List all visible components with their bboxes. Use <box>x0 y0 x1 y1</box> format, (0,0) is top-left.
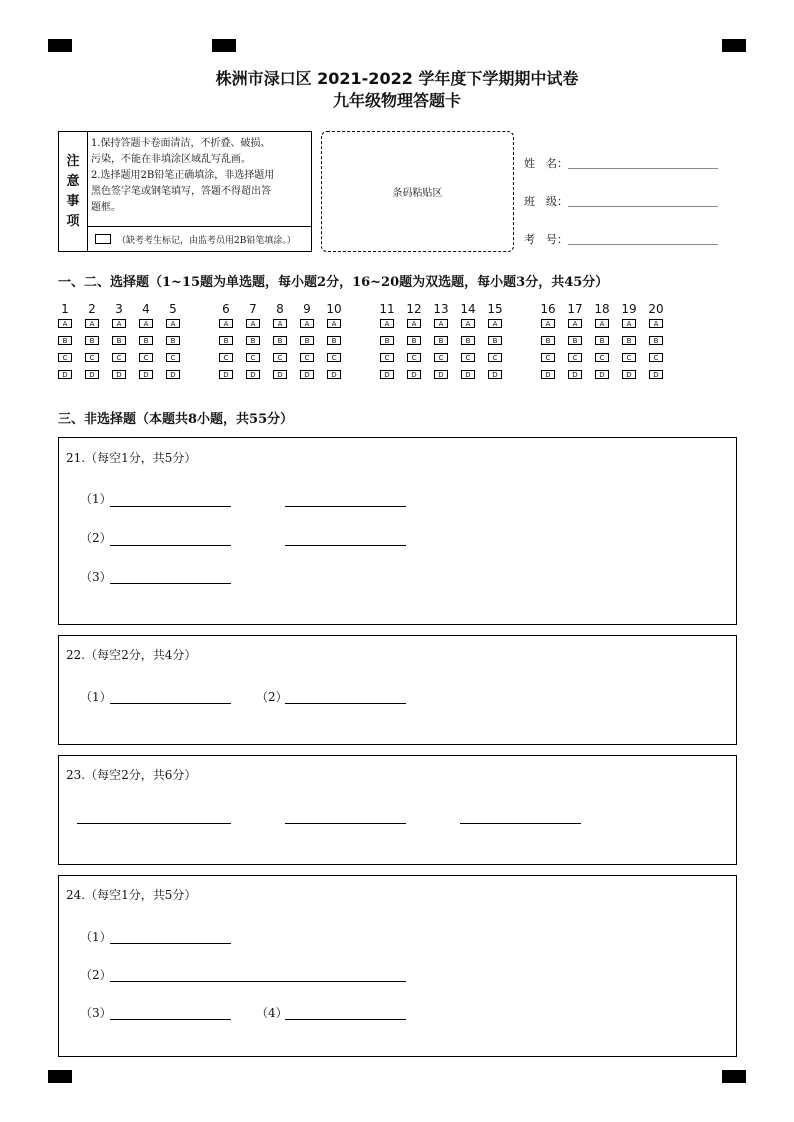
q22-blank-1-label: （1） <box>80 690 112 704</box>
absent-checkbox[interactable] <box>95 234 111 244</box>
page-subtitle: 九年级物理答题卡 <box>332 91 461 110</box>
alignment-mark-top-right <box>722 39 746 52</box>
question-number: 2 <box>88 302 96 316</box>
absent-mark-row <box>87 226 311 251</box>
q21-blank-3-label: （3） <box>80 570 112 584</box>
option-bubble-a[interactable]: A <box>300 319 314 328</box>
q24-blank-2[interactable] <box>110 980 406 982</box>
option-bubble-b[interactable]: B <box>380 336 394 345</box>
q23-blank-2[interactable] <box>285 822 406 824</box>
option-bubble-d[interactable]: D <box>568 370 582 379</box>
option-bubble-a[interactable]: A <box>327 319 341 328</box>
question-number: 13 <box>433 302 449 316</box>
option-bubble-d[interactable]: D <box>461 370 475 379</box>
option-bubble-a[interactable]: A <box>112 319 126 328</box>
question-number: 11 <box>379 302 395 316</box>
option-bubble-a[interactable]: A <box>434 319 448 328</box>
option-bubble-b[interactable]: B <box>273 336 287 345</box>
notice-line: 题框。 <box>91 202 121 213</box>
notice-line: 2.选择题用2B铅笔正确填涂，非选择题用 <box>91 170 275 181</box>
option-bubble-a[interactable]: A <box>541 319 555 328</box>
name-label: 姓 名： <box>524 157 568 170</box>
option-bubble-d[interactable]: D <box>139 370 153 379</box>
option-bubble-c[interactable]: C <box>568 353 582 362</box>
option-bubble-d[interactable]: D <box>407 370 421 379</box>
question-number: 4 <box>142 302 150 316</box>
question-number: 7 <box>249 302 257 316</box>
option-bubble-d[interactable]: D <box>219 370 233 379</box>
option-bubble-b[interactable]: B <box>85 336 99 345</box>
notice-box <box>58 131 312 252</box>
option-bubble-c[interactable]: C <box>622 353 636 362</box>
option-bubble-c[interactable]: C <box>434 353 448 362</box>
q24-blank-1-label: （1） <box>80 930 112 944</box>
notice-line: 黑色签字笔或钢笔填写，答题不得超出答 <box>91 186 271 197</box>
option-bubble-b[interactable]: B <box>622 336 636 345</box>
option-bubble-b[interactable]: B <box>166 336 180 345</box>
option-bubble-c[interactable]: C <box>541 353 555 362</box>
option-bubble-c[interactable]: C <box>58 353 72 362</box>
option-bubble-d[interactable]: D <box>541 370 555 379</box>
question-number: 16 <box>540 302 556 316</box>
option-bubble-a[interactable]: A <box>380 319 394 328</box>
question-number: 5 <box>169 302 177 316</box>
q22-blank-1[interactable] <box>110 702 231 704</box>
option-bubble-c[interactable]: C <box>327 353 341 362</box>
notice-text <box>91 136 307 216</box>
q24-blank-2-label: （2） <box>80 968 112 982</box>
number-field[interactable] <box>568 243 718 245</box>
question-number: 19 <box>621 302 637 316</box>
alignment-mark-top-center <box>212 39 236 52</box>
section-nonchoice-title: 三、非选择题（本题共8小题，共55分） <box>58 412 294 427</box>
option-bubble-d[interactable]: D <box>649 370 663 379</box>
question-number: 14 <box>460 302 476 316</box>
option-bubble-a[interactable]: A <box>166 319 180 328</box>
option-bubble-d[interactable]: D <box>85 370 99 379</box>
notice-line: 污染，不能在非填涂区域乱写乱画。 <box>91 154 251 165</box>
q22-heading: 22.（每空2分，共4分） <box>66 648 197 662</box>
q22-blank-2[interactable] <box>285 702 406 704</box>
question-number: 9 <box>303 302 311 316</box>
notice-line: 1.保持答题卡卷面清洁，不折叠、破损、 <box>91 138 271 149</box>
barcode-area <box>321 131 514 252</box>
option-bubble-b[interactable]: B <box>488 336 502 345</box>
alignment-mark-bottom-left <box>48 1070 72 1083</box>
option-bubble-c[interactable]: C <box>112 353 126 362</box>
option-bubble-b[interactable]: B <box>246 336 260 345</box>
option-bubble-d[interactable]: D <box>112 370 126 379</box>
option-bubble-b[interactable]: B <box>58 336 72 345</box>
alignment-mark-bottom-right <box>722 1070 746 1083</box>
section-choice-title: 一、二、选择题（1~15题为单选题，每小题2分，16~20题为双选题，每小题3分，共45分） <box>58 275 609 290</box>
q24-heading: 24.（每空1分，共5分） <box>66 888 197 902</box>
option-bubble-b[interactable]: B <box>595 336 609 345</box>
option-bubble-b[interactable]: B <box>649 336 663 345</box>
q21-blank-3a[interactable] <box>110 582 231 584</box>
option-bubble-a[interactable]: A <box>246 319 260 328</box>
q23-blank-1[interactable] <box>77 822 231 824</box>
q22-blank-2-label: （2） <box>256 690 288 704</box>
q23-heading: 23.（每空2分，共6分） <box>66 768 197 782</box>
option-bubble-a[interactable]: A <box>85 319 99 328</box>
barcode-label: 条码粘贴区 <box>392 188 443 199</box>
option-bubble-d[interactable]: D <box>622 370 636 379</box>
name-row <box>524 155 718 171</box>
question-number: 10 <box>326 302 342 316</box>
q21-blank-1-label: （1） <box>80 492 112 506</box>
option-bubble-a[interactable]: A <box>595 319 609 328</box>
option-bubble-c[interactable]: C <box>166 353 180 362</box>
option-bubble-c[interactable]: C <box>407 353 421 362</box>
option-bubble-d[interactable]: D <box>595 370 609 379</box>
option-bubble-a[interactable]: A <box>139 319 153 328</box>
option-bubble-a[interactable]: A <box>488 319 502 328</box>
question-number: 8 <box>276 302 284 316</box>
notice-heading-char: 项 <box>66 213 80 229</box>
notice-heading <box>59 132 88 251</box>
question-number: 3 <box>115 302 123 316</box>
q21-heading: 21.（每空1分，共5分） <box>66 451 197 465</box>
name-field[interactable] <box>568 167 718 169</box>
option-bubble-c[interactable]: C <box>219 353 233 362</box>
option-bubble-b[interactable]: B <box>219 336 233 345</box>
option-bubble-c[interactable]: C <box>85 353 99 362</box>
option-bubble-a[interactable]: A <box>273 319 287 328</box>
option-bubble-c[interactable]: C <box>461 353 475 362</box>
option-bubble-b[interactable]: B <box>327 336 341 345</box>
option-bubble-c[interactable]: C <box>488 353 502 362</box>
q21-blank-2-label: （2） <box>80 531 112 545</box>
option-bubble-a[interactable]: A <box>219 319 233 328</box>
option-bubble-d[interactable]: D <box>434 370 448 379</box>
q24-blank-1[interactable] <box>110 942 231 944</box>
question-number: 12 <box>406 302 422 316</box>
option-bubble-c[interactable]: C <box>380 353 394 362</box>
option-bubble-b[interactable]: B <box>541 336 555 345</box>
question-number: 20 <box>648 302 664 316</box>
class-row <box>524 193 718 209</box>
notice-heading-char: 事 <box>66 193 80 209</box>
option-bubble-b[interactable]: B <box>407 336 421 345</box>
number-row <box>524 231 718 247</box>
option-bubble-d[interactable]: D <box>327 370 341 379</box>
notice-heading-char: 注 <box>66 153 80 169</box>
option-bubble-a[interactable]: A <box>649 319 663 328</box>
class-label: 班 级： <box>524 195 568 208</box>
question-number: 6 <box>222 302 230 316</box>
q23-blank-3[interactable] <box>460 822 581 824</box>
option-bubble-b[interactable]: B <box>139 336 153 345</box>
option-bubble-a[interactable]: A <box>461 319 475 328</box>
question-number: 1 <box>61 302 69 316</box>
option-bubble-b[interactable]: B <box>434 336 448 345</box>
q24-blank-4[interactable] <box>285 1018 406 1020</box>
option-bubble-d[interactable]: D <box>246 370 260 379</box>
option-bubble-b[interactable]: B <box>461 336 475 345</box>
notice-heading-char: 意 <box>66 173 80 189</box>
option-bubble-c[interactable]: C <box>246 353 260 362</box>
q24-blank-3[interactable] <box>110 1018 231 1020</box>
option-bubble-d[interactable]: D <box>300 370 314 379</box>
question-number: 17 <box>567 302 583 316</box>
option-bubble-c[interactable]: C <box>139 353 153 362</box>
option-bubble-c[interactable]: C <box>273 353 287 362</box>
q21-blank-2b[interactable] <box>285 544 406 546</box>
option-bubble-c[interactable]: C <box>649 353 663 362</box>
q24-blank-3-label: （3） <box>80 1006 112 1020</box>
page-title: 株洲市渌口区 2021-2022 学年度下学期期中试卷 <box>215 69 579 88</box>
number-label: 考 号： <box>524 233 568 246</box>
option-bubble-c[interactable]: C <box>595 353 609 362</box>
option-bubble-d[interactable]: D <box>58 370 72 379</box>
option-bubble-b[interactable]: B <box>112 336 126 345</box>
option-bubble-b[interactable]: B <box>300 336 314 345</box>
option-bubble-c[interactable]: C <box>300 353 314 362</box>
q21-blank-1b[interactable] <box>285 505 406 507</box>
question-number: 18 <box>594 302 610 316</box>
option-bubble-d[interactable]: D <box>166 370 180 379</box>
class-field[interactable] <box>568 205 718 207</box>
q21-blank-1a[interactable] <box>110 505 231 507</box>
option-bubble-b[interactable]: B <box>568 336 582 345</box>
question-number: 15 <box>487 302 503 316</box>
option-bubble-a[interactable]: A <box>407 319 421 328</box>
option-bubble-a[interactable]: A <box>568 319 582 328</box>
option-bubble-d[interactable]: D <box>488 370 502 379</box>
q24-blank-4-label: （4） <box>256 1006 288 1020</box>
alignment-mark-top-left <box>48 39 72 52</box>
option-bubble-d[interactable]: D <box>273 370 287 379</box>
q21-blank-2a[interactable] <box>110 544 231 546</box>
option-bubble-a[interactable]: A <box>58 319 72 328</box>
option-bubble-a[interactable]: A <box>622 319 636 328</box>
option-bubble-d[interactable]: D <box>380 370 394 379</box>
absent-note: （缺考考生标记，由监考员用2B铅笔填涂。） <box>117 235 296 246</box>
